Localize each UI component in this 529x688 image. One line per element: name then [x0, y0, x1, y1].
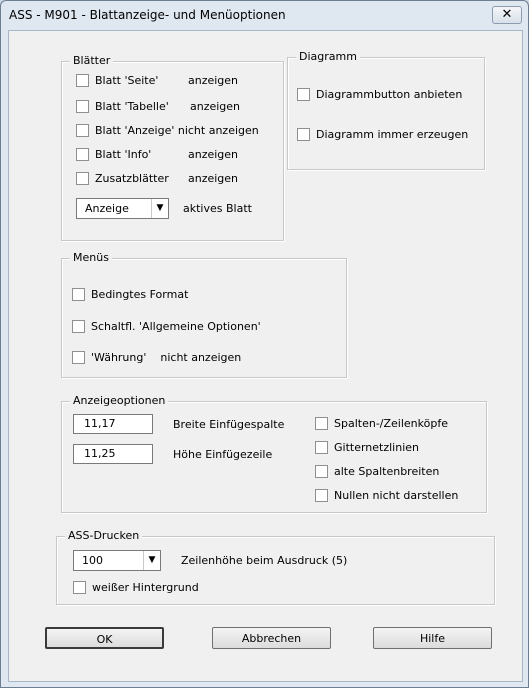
breite-einfuegespalte-label: Breite Einfügespalte	[173, 418, 285, 431]
group-ass-drucken	[56, 529, 495, 605]
cancel-button[interactable]: Abbrechen	[212, 627, 331, 649]
blatt-seite-suffix: anzeigen	[188, 74, 239, 87]
breite-einfuegespalte-input[interactable]: 11,17	[73, 414, 153, 434]
checkbox-box[interactable]	[315, 441, 328, 454]
checkbox-label: alte Spaltenbreiten	[334, 465, 440, 478]
group-menues	[61, 251, 347, 378]
row-height-value: 100	[82, 554, 103, 567]
checkbox-box[interactable]	[76, 172, 89, 185]
checkbox-spalten-zeilenkoepfe[interactable]	[315, 417, 448, 430]
checkbox-waehrung[interactable]	[72, 351, 241, 364]
checkbox-label: Nullen nicht darstellen	[334, 489, 459, 502]
checkbox-box[interactable]	[76, 74, 89, 87]
checkbox-box[interactable]	[315, 489, 328, 502]
checkbox-allgemeine-optionen[interactable]	[72, 320, 261, 333]
checkbox-label: Gitternetzlinien	[334, 441, 420, 454]
group-diagramm-legend: Diagramm	[296, 50, 360, 64]
ok-button[interactable]: OK	[45, 627, 164, 649]
checkbox-box[interactable]	[76, 148, 89, 161]
checkbox-nullen-nicht-darstellen[interactable]	[315, 489, 458, 502]
checkbox-weisser-hintergrund[interactable]	[73, 581, 199, 594]
checkbox-diagrammbutton[interactable]	[297, 88, 462, 101]
checkbox-blatt-tabelle[interactable]	[76, 100, 169, 113]
checkbox-bedingtes-format[interactable]	[72, 288, 188, 301]
hoehe-einfuegezeile-label: Höhe Einfügezeile	[173, 448, 273, 461]
checkbox-alte-spaltenbreiten[interactable]	[315, 465, 439, 478]
blatt-tabelle-suffix: anzeigen	[190, 100, 241, 113]
zusatzblaetter-suffix: anzeigen	[188, 172, 239, 185]
checkbox-blatt-info[interactable]	[76, 148, 151, 161]
hoehe-einfuegezeile-input[interactable]: 11,25	[73, 444, 153, 464]
active-sheet-value: Anzeige	[85, 202, 129, 215]
checkbox-box[interactable]	[76, 100, 89, 113]
checkbox-blatt-seite[interactable]	[76, 74, 158, 87]
checkbox-zusatzblaetter[interactable]	[76, 172, 169, 185]
dropdown-arrow-icon[interactable]: ▼	[151, 199, 168, 218]
checkbox-box[interactable]	[72, 351, 85, 364]
checkbox-box[interactable]	[72, 288, 85, 301]
checkbox-diagramm-immer[interactable]	[297, 128, 468, 141]
group-blaetter	[61, 54, 284, 241]
close-button[interactable]	[492, 6, 522, 24]
checkbox-label: Blatt 'Info'	[95, 148, 152, 161]
row-height-label: Zeilenhöhe beim Ausdruck (5)	[181, 554, 348, 567]
checkbox-box[interactable]	[73, 581, 86, 594]
active-sheet-label: aktives Blatt	[183, 202, 252, 215]
group-menues-legend: Menüs	[70, 251, 112, 265]
group-diagramm	[287, 50, 485, 170]
help-button[interactable]: Hilfe	[373, 627, 492, 649]
row-height-combobox[interactable]	[73, 550, 161, 571]
checkbox-label: Diagrammbutton anbieten	[316, 88, 463, 101]
checkbox-label: Schaltfl. 'Allgemeine Optionen'	[91, 320, 261, 333]
dialog-client-area	[8, 30, 523, 682]
window-title: ASS - M901 - Blattanzeige- und Menüoptionen	[9, 8, 286, 22]
checkbox-box[interactable]	[72, 320, 85, 333]
group-anzeigeoptionen	[61, 394, 487, 513]
checkbox-label: Zusatzblätter	[95, 172, 169, 185]
group-anzeigeoptionen-legend: Anzeigeoptionen	[70, 394, 168, 408]
checkbox-blatt-anzeige[interactable]	[76, 124, 259, 137]
checkbox-box[interactable]	[315, 417, 328, 430]
checkbox-label: Spalten-/Zeilenköpfe	[334, 417, 448, 430]
checkbox-label: Blatt 'Anzeige' nicht anzeigen	[95, 124, 259, 137]
checkbox-label: Bedingtes Format	[91, 288, 189, 301]
checkbox-box[interactable]	[297, 88, 310, 101]
checkbox-label: Diagramm immer erzeugen	[316, 128, 469, 141]
active-sheet-combobox[interactable]	[76, 198, 169, 219]
checkbox-box[interactable]	[297, 128, 310, 141]
title-bar[interactable]	[1, 1, 528, 29]
checkbox-gitternetzlinien[interactable]	[315, 441, 419, 454]
checkbox-label: weißer Hintergrund	[92, 581, 199, 594]
blatt-info-suffix: anzeigen	[188, 148, 239, 161]
checkbox-label: Blatt 'Tabelle'	[95, 100, 169, 113]
checkbox-box[interactable]	[315, 465, 328, 478]
close-icon: ✕	[501, 7, 513, 22]
group-blaetter-legend: Blätter	[70, 54, 113, 68]
dropdown-arrow-icon[interactable]: ▼	[143, 551, 160, 570]
group-ass-drucken-legend: ASS-Drucken	[65, 529, 142, 543]
checkbox-label: 'Währung' nicht anzeigen	[91, 351, 242, 364]
checkbox-label: Blatt 'Seite'	[95, 74, 159, 87]
checkbox-box[interactable]	[76, 124, 89, 137]
